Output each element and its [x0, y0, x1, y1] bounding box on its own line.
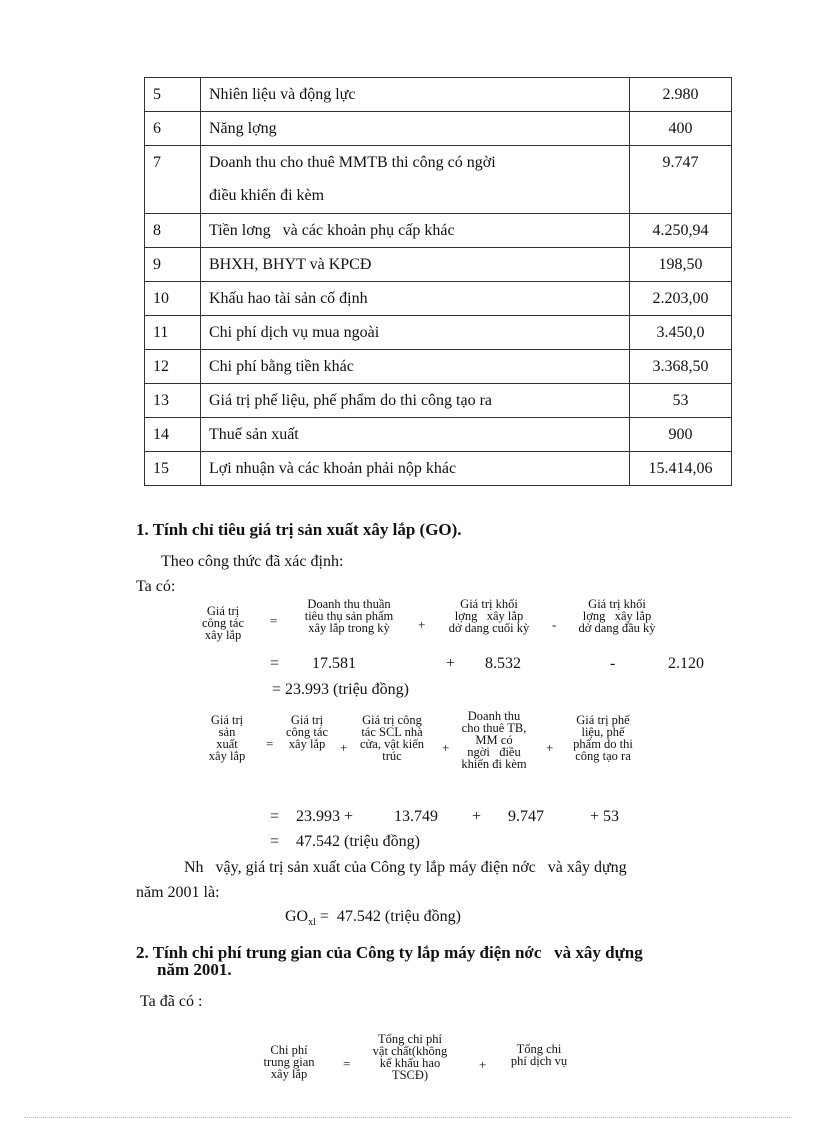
- table-row: [145, 316, 732, 350]
- section1-heading: 1. Tính chỉ tiêu giá trị sản xuất xây lắp (GO).: [136, 520, 462, 539]
- row-label: [201, 146, 630, 214]
- conclusion-line2: năm 2001 là:: [136, 884, 220, 901]
- table-row: [145, 248, 732, 282]
- formula2-lhs: Giá trị sản xuất xây lắp: [208, 713, 246, 763]
- row-label: Tiền lơng và các khoản phụ cấp khác: [201, 214, 630, 248]
- row-value: 4.250,94: [630, 214, 732, 248]
- row-number: 9: [145, 248, 201, 282]
- calc2-c: 9.747: [508, 808, 544, 825]
- row-label: Thuế sản xuất: [201, 418, 630, 452]
- table-row: [145, 146, 732, 214]
- row-number: 11: [145, 316, 201, 350]
- footer-divider: [24, 1117, 792, 1118]
- section2-heading-line2: năm 2001.: [157, 960, 232, 979]
- row-label: Chi phí bằng tiền khác: [201, 350, 630, 384]
- conclusion-line1: Nh vậy, giá trị sản xuất của Công ty lắp máy điện nớc và xây dựng: [184, 859, 627, 876]
- row-number: 6: [145, 112, 201, 146]
- calc2-plus: +: [472, 808, 482, 825]
- formula1-eq: =: [270, 613, 278, 628]
- formula1-term1: Doanh thu thuần tiêu thụ sản phẩm xây lắp trong kỳ: [304, 597, 394, 635]
- formula2-term4: Giá trị phế liệu, phế phẩm do thi công tạo ra: [573, 713, 633, 763]
- formula3-lhs: Chi phí trung gian xây lắp: [263, 1043, 315, 1081]
- row-value: 53: [630, 384, 732, 418]
- row-label: Khấu hao tài sản cố định: [201, 282, 630, 316]
- result2: 47.542 (triệu đồng): [296, 833, 420, 850]
- result2-eq: =: [270, 833, 280, 850]
- table-row: [145, 214, 732, 248]
- table-row: [145, 282, 732, 316]
- row-value: 3.368,50: [630, 350, 732, 384]
- formula1-lhs: Giá trị công tác xây lắp: [202, 604, 244, 642]
- row-label: Năng lợng: [201, 112, 630, 146]
- calc1-eq: =: [270, 655, 280, 672]
- row-value: 9.747: [630, 146, 732, 214]
- calc2-b: 13.749: [394, 808, 438, 825]
- formula2-plus2: +: [442, 740, 450, 755]
- table-row: [145, 384, 732, 418]
- formula2-term2: Giá trị công tác SCL nhà cửa, vật kiến trúc: [359, 713, 425, 763]
- section1-intro: Theo công thức đã xác định:: [161, 553, 344, 570]
- row-label: Lợi nhuận và các khoản phải nộp khác: [201, 452, 630, 486]
- table-row: [145, 418, 732, 452]
- formula2-term1: Giá trị công tác xây lắp: [286, 713, 328, 751]
- calc1-a: 17.581: [312, 655, 356, 672]
- row-value: 2.203,00: [630, 282, 732, 316]
- row-value: 2.980: [630, 78, 732, 112]
- calc1-minus: -: [610, 655, 616, 672]
- calc2-eq: =: [270, 808, 280, 825]
- formula2-plus3: +: [546, 740, 554, 755]
- row-value: 900: [630, 418, 732, 452]
- row-number: 12: [145, 350, 201, 384]
- table-row: [145, 452, 732, 486]
- formula2-eq: =: [266, 736, 274, 751]
- row-label-line2: điều khiển đi kèm: [209, 187, 325, 204]
- formula3-term2: Tổng chi phí dịch vụ: [510, 1042, 568, 1068]
- cost-table: [144, 77, 732, 486]
- formula1-term2: Giá trị khối lợng xây lắp dở dang cuối kỳ: [448, 597, 530, 635]
- formula3-plus: +: [479, 1057, 487, 1072]
- go-result: $GO_{xl} = 47.542$ (triệu đồng): [285, 908, 461, 929]
- section2-intro: Ta đã có :: [140, 993, 203, 1010]
- row-number: 7: [145, 146, 201, 214]
- table-row: [145, 112, 732, 146]
- result1: = 23.993 (triệu đồng): [272, 681, 409, 698]
- section1-taco: Ta có:: [136, 578, 176, 595]
- row-label: BHXH, BHYT và KPCĐ: [201, 248, 630, 282]
- row-value: 3.450,0: [630, 316, 732, 350]
- formula1-plus: +: [418, 617, 426, 632]
- calc1-plus: +: [446, 655, 456, 672]
- row-value: 400: [630, 112, 732, 146]
- section2-heading-line1: 2. Tính chi phí trung gian của Công ty lắp máy điện nớc và xây dựng: [136, 943, 643, 962]
- table-row: [145, 78, 732, 112]
- formula1-minus: -: [552, 617, 557, 632]
- formula3-term1: Tổng chi phí vật chất(không kể khấu hao TSCĐ): [372, 1032, 448, 1082]
- formula2-term3: Doanh thu cho thuê TB, MM có ngời điều khiển đi kèm: [461, 709, 527, 771]
- row-value: 198,50: [630, 248, 732, 282]
- row-label-line1: Doanh thu cho thuê MMTB thi công có ngời: [209, 154, 496, 171]
- formula1-term3: Giá trị khối lợng xây lắp dở dang đầu kỳ: [578, 597, 656, 635]
- row-number: 14: [145, 418, 201, 452]
- row-number: 8: [145, 214, 201, 248]
- row-label: Giá trị phế liệu, phế phẩm do thi công tạo ra: [201, 384, 630, 418]
- formula2-plus1: +: [340, 740, 348, 755]
- row-label: Chi phí dịch vụ mua ngoài: [201, 316, 630, 350]
- row-label: Nhiên liệu và động lực: [201, 78, 630, 112]
- table-row: [145, 350, 732, 384]
- row-value: 15.414,06: [630, 452, 732, 486]
- calc1-c: 2.120: [668, 655, 704, 672]
- calc2-d: + 53: [590, 808, 620, 825]
- row-number: 5: [145, 78, 201, 112]
- formula3-eq: =: [343, 1056, 351, 1071]
- row-number: 10: [145, 282, 201, 316]
- row-number: 15: [145, 452, 201, 486]
- calc2-a: 23.993 +: [296, 808, 354, 825]
- row-number: 13: [145, 384, 201, 418]
- calc1-b: 8.532: [485, 655, 521, 672]
